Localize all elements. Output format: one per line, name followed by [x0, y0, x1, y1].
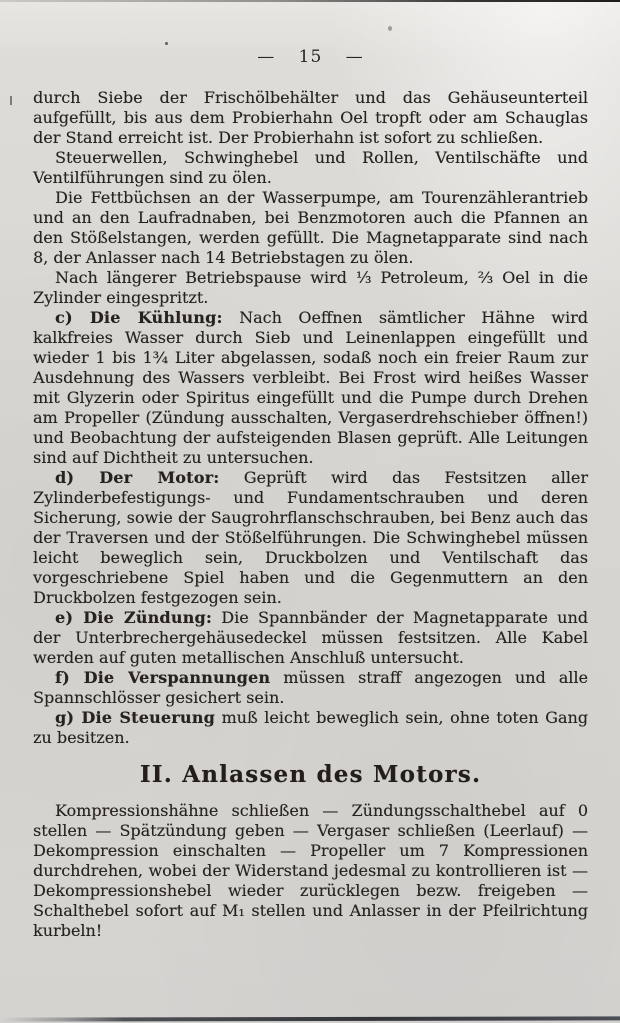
paragraph	[33, 668, 588, 708]
paragraph	[33, 708, 588, 748]
bold-run: c) Die Kühlung:	[55, 308, 223, 327]
paragraph	[33, 88, 588, 148]
bold-run: II. Anlassen des Motors.	[139, 761, 482, 788]
page-content	[33, 0, 588, 941]
text-run: Nach längerer Betriebspause wird ⅓ Petroleum, ⅔ Oel in die Zylinder eingespritzt.	[33, 268, 588, 307]
text-run: müssen straff angezogen und alle Spannschlösser gesichert sein.	[33, 668, 588, 707]
bold-run: g) Die Steuerung	[55, 708, 215, 727]
page-number: — 15 —	[257, 47, 364, 67]
scan-bottom-edge	[0, 1016, 620, 1021]
bold-run: e) Die Zündung:	[55, 608, 212, 627]
paragraph	[33, 801, 588, 941]
text-run: Nach Oeffnen sämtlicher Hähne wird kalkfreies Wasser durch Sieb und Leinenlappen eingefüllt und wieder 1 bis 1¾ Liter abgelassen, sodaß noch ein freier Raum zur Ausdehnung des Wassers verbleibt. Bei Frost wird heißes Wasser mit Glyzerin oder Spiritus eingefüllt und die Pumpe durch Drehen am Propeller (Zündung ausschalten, Vergaserdrehschieber öffnen!) und Beobachtung der aufsteigenden Blasen geprüft. Alle Leitungen sind auf Dichtheit zu untersuchen.	[33, 308, 589, 467]
section-heading	[33, 762, 588, 788]
paragraph	[33, 188, 588, 268]
text-run: Kompressionshähne schließen — Zündungsschalthebel auf 0 stellen — Spätzündung geben — Vergaser schließen (Leerlauf) — Dekompression einschalten — Propeller um 7 Kompressionen durchdrehen, wobei der Widerstand jedesmal zu kontrollieren ist — Dekompressionshebel wieder zurücklegen bezw. freigeben — Schalthebel sofort auf M₁ stellen und Anlasser in der Pfeilrichtung kurbeln!	[33, 801, 588, 940]
text-run: muß leicht beweglich sein, ohne toten Gang zu besitzen.	[33, 708, 588, 747]
paragraph	[33, 148, 588, 188]
text-run: Die Fettbüchsen an der Wasserpumpe, am Tourenzählerantrieb und an den Laufradnaben, bei Benzmotoren auch die Pfannen an den Stößelstangen, werden gefüllt. Die Magnetapparate sind nach 8, der Anlasser nach 14 Betriebstagen zu ölen.	[33, 188, 588, 267]
paragraph	[33, 268, 588, 308]
page-body	[33, 88, 588, 941]
paper-speck	[10, 96, 12, 105]
paragraph	[33, 608, 588, 668]
text-run: durch Siebe der Frischölbehälter und das Gehäuseunterteil aufgefüllt, bis aus dem Probierhahn Oel tropft oder am Schauglas der Stand erreicht ist. Der Probierhahn ist sofort zu schließen.	[33, 88, 588, 147]
text-run: Die Spannbänder der Magnetapparate und der Unterbrechergehäusedeckel müssen festsitzen. Alle Kabel werden auf guten metallischen Anschluß untersucht.	[33, 608, 589, 667]
bold-run: f) Die Verspannungen	[55, 668, 271, 687]
bold-run: d) Der Motor:	[55, 468, 220, 487]
paragraph	[33, 308, 588, 468]
paragraph	[33, 468, 588, 608]
text-run: Geprüft wird das Festsitzen aller Zylinderbefestigungs- und Fundamentschrauben und deren Sicherung, sowie der Saugrohrflanschschrauben, bei Benz auch das der Traversen und der Stößelführungen. Die Schwinghebel müssen leicht beweglich sein, Druckbolzen und Ventilschaft das vorgeschriebene Spiel haben und die Gegenmuttern an den Druckbolzen festgezogen sein.	[33, 468, 589, 607]
text-run: Steuerwellen, Schwinghebel und Rollen, Ventilschäfte und Ventilführungen sind zu ölen.	[33, 148, 588, 187]
